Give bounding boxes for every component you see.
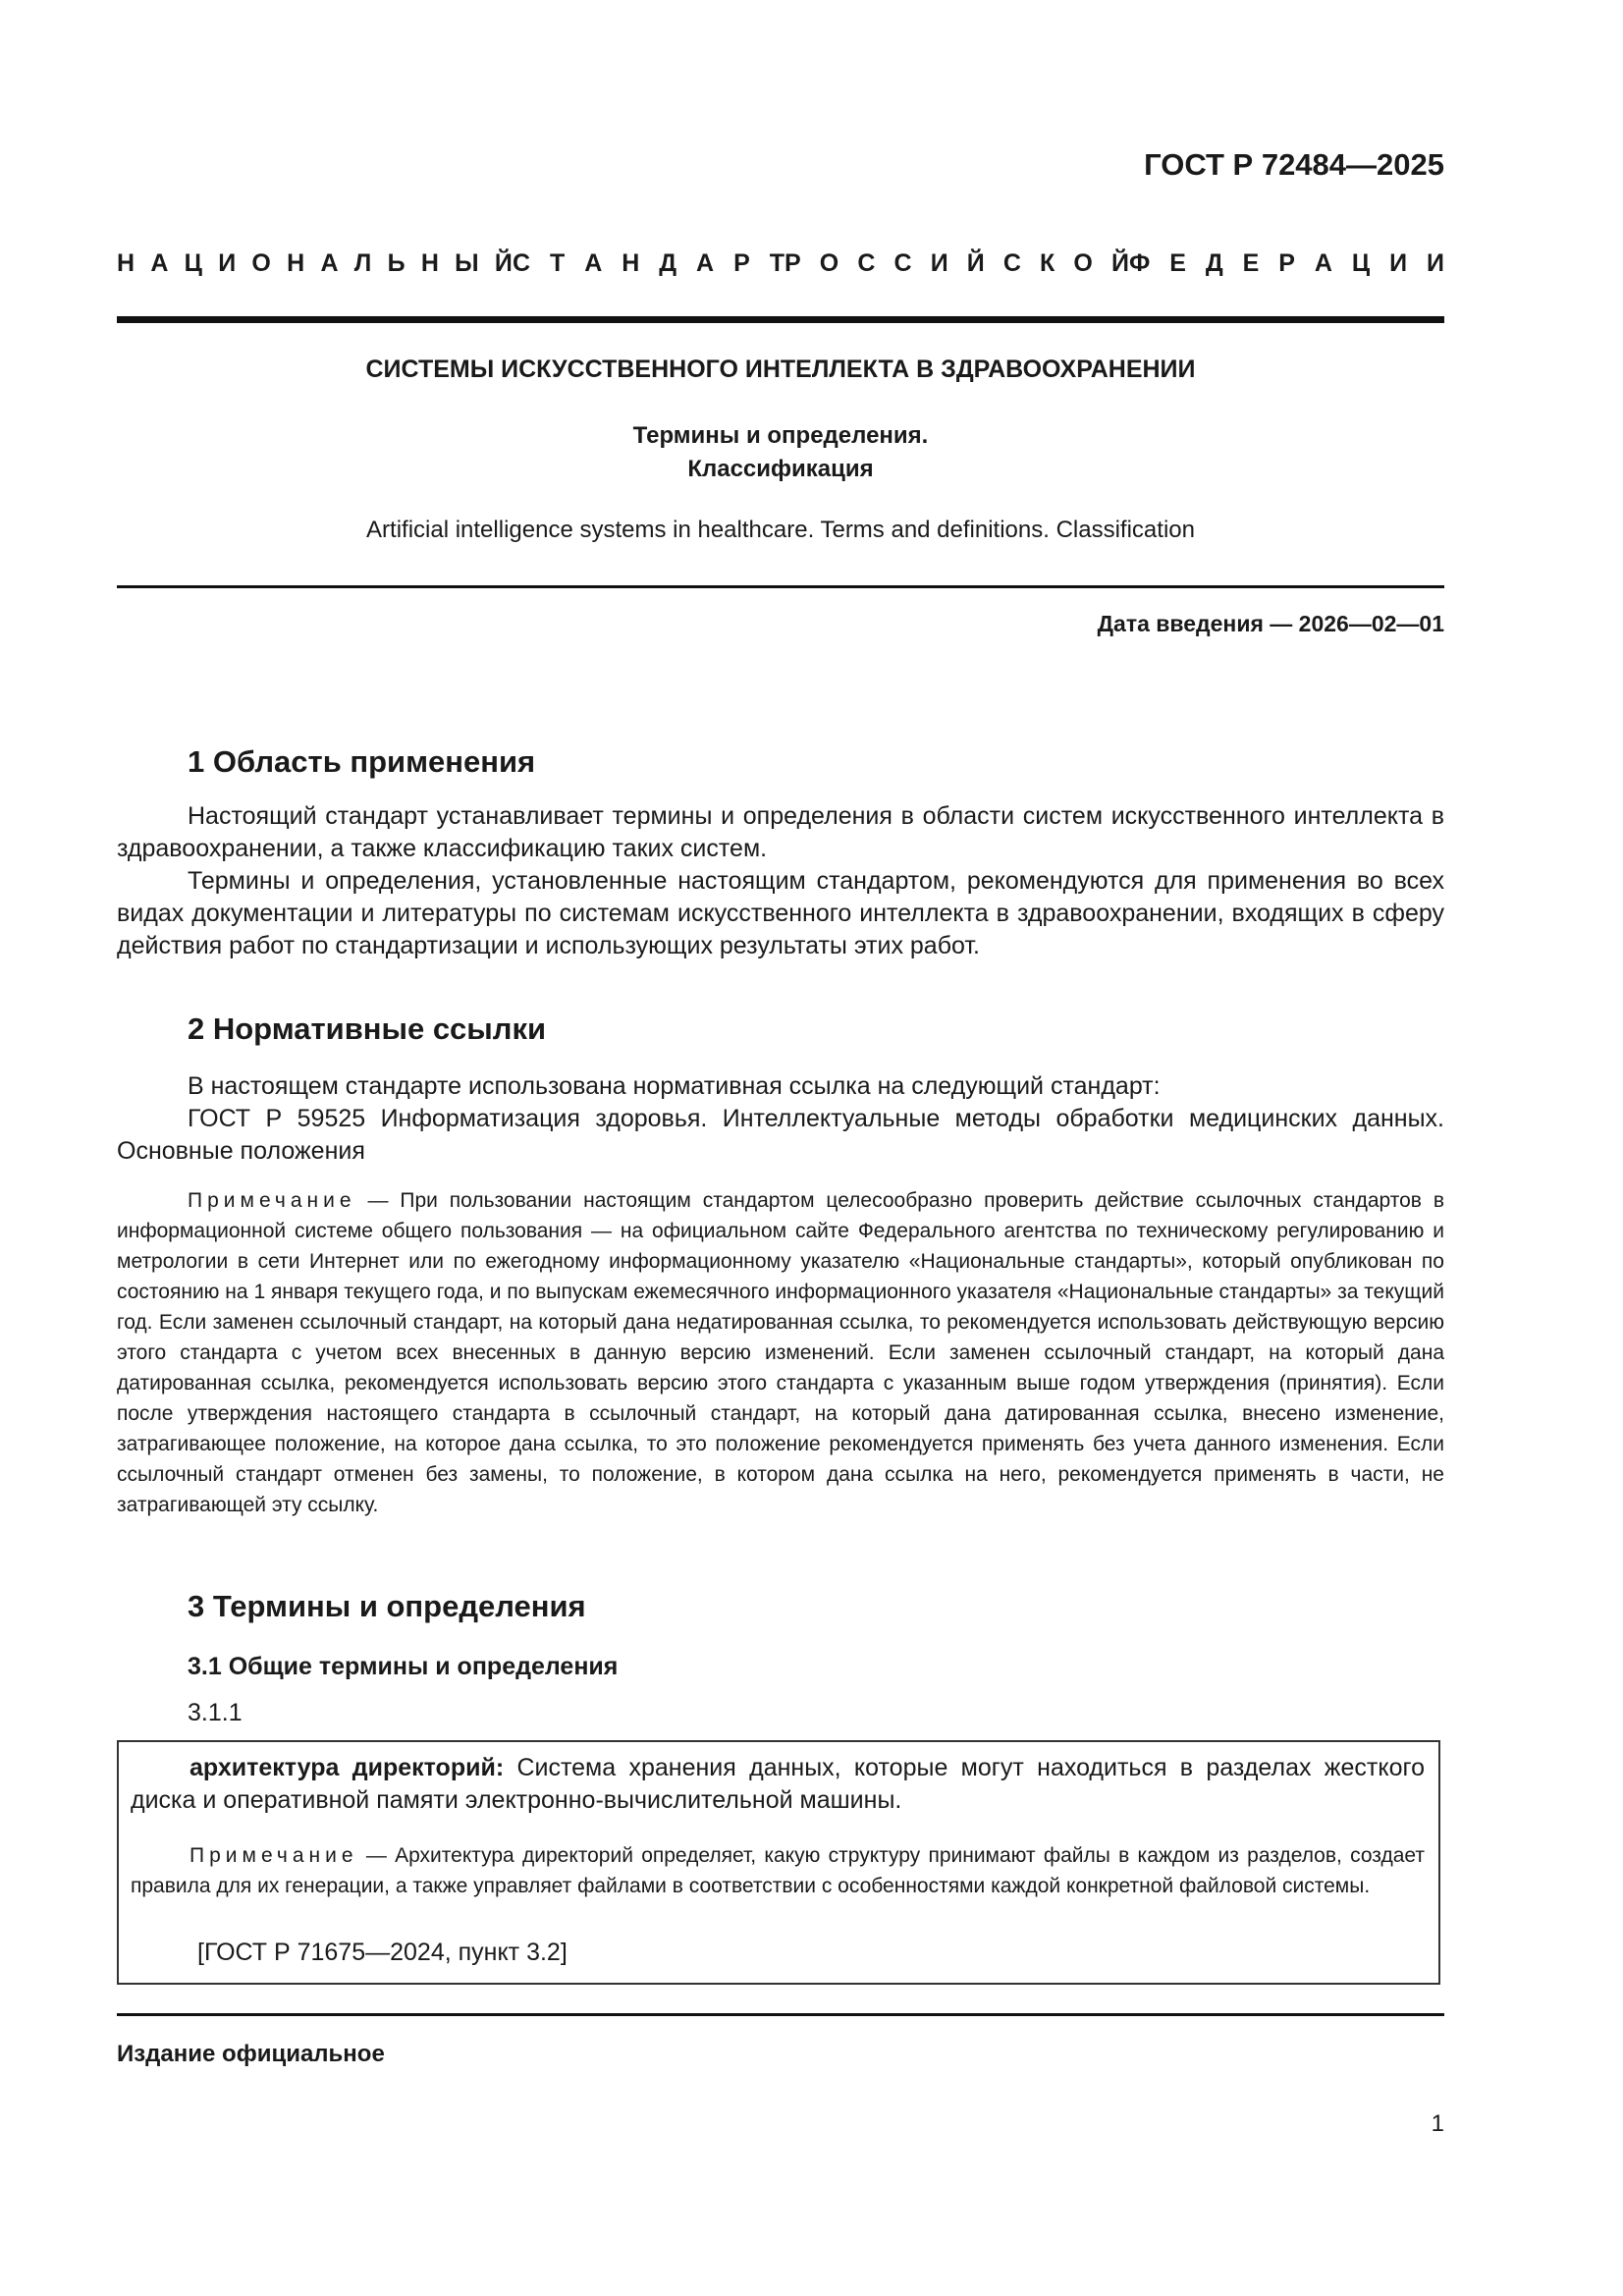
term-source: [ГОСТ Р 71675—2024, пункт 3.2]: [197, 1939, 568, 1966]
section-2-body: [117, 1070, 1444, 1168]
document-page: [117, 0, 1444, 2296]
standard-title: СИСТЕМЫ ИСКУССТВЕННОГО ИНТЕЛЛЕКТА В ЗДРАВООХРАНЕНИИ: [365, 355, 1196, 383]
section-1-body: [117, 800, 1444, 962]
footer-rule: [117, 2013, 1444, 2016]
national-standard-banner: [117, 249, 1444, 278]
section-3-heading: 3 Термины и определения: [188, 1589, 586, 1623]
official-edition-label: Издание официальное: [117, 2041, 385, 2067]
term-definition: [131, 1752, 1425, 1817]
section-1-paragraph-1: Настоящий стандарт устанавливает термины и определения в области систем искусственного интеллекта в здравоохранении, а также классификацию таких систем.: [117, 802, 1444, 862]
banner-word-2: С Т А Н Д А Р Т: [513, 249, 784, 277]
term-note-label: Примечание: [189, 1844, 358, 1867]
section-1-heading: 1 Область применения: [188, 744, 536, 779]
section-2-paragraph-1: В настоящем стандарте использована нормативная ссылка на следующий стандарт:: [188, 1072, 1161, 1100]
term-number: 3.1.1: [188, 1699, 243, 1726]
standard-subtitle-line2: Классификация: [687, 456, 874, 482]
note-label: Примечание: [188, 1189, 356, 1212]
term-entry-box: [117, 1740, 1440, 1985]
banner-word-3: Р О С С И Й С К О Й: [784, 249, 1129, 277]
banner-word-4: Ф Е Д Е Р А Ц И И: [1129, 249, 1444, 277]
section-2-heading: 2 Нормативные ссылки: [188, 1011, 547, 1046]
term-name: архитектура директорий:: [189, 1754, 505, 1781]
introduction-date: Дата введения — 2026—02—01: [1097, 611, 1444, 636]
banner-word-1: Н А Ц И О Н А Л Ь Н Ы Й: [117, 249, 513, 277]
term-note: [131, 1840, 1425, 1901]
normative-reference: ГОСТ Р 59525 Информатизация здоровья. Интеллектуальные методы обработки медицинских данных. Основные положения: [117, 1105, 1444, 1165]
page-number: 1: [1431, 2110, 1444, 2137]
section-2-note: [117, 1185, 1444, 1520]
section-1-paragraph-2: Термины и определения, установленные настоящим стандартом, рекомендуются для применения во всех видах документации и литературы по системам искусственного интеллекта в здравоохранении, входящих в сферу действия работ по стандартизации и использующих результаты этих работ.: [117, 867, 1444, 959]
english-title: Artificial intelligence systems in healthcare. Terms and definitions. Classification: [366, 517, 1195, 543]
term-note-text: — Архитектура директорий определяет, какую структуру принимают файлы в каждом из разделов, создает правила для их генерации, а также управляет файлами в соответствии с особенностями каждой конкретной файловой системы.: [131, 1844, 1425, 1897]
term-definition-text: Система хранения данных, которые могут находиться в разделах жесткого диска и оперативной памяти электронно-вычислительной машины.: [131, 1754, 1425, 1814]
note-text: — При пользовании настоящим стандартом целесообразно проверить действие ссылочных стандартов в информационной системе общего пользования — на официальном сайте Федерального агентства по техническому регулированию и метрологии в сети Интернет или по ежегодному информационному указателю «Национальные стандарты», который опубликован по состоянию на 1 января текущего года, и по выпускам ежемесячного информационного указателя «Национальные стандарты» за текущий год. Если заменен ссылочный стандарт, на который дана недатированная ссылка, то рекомендуется использовать действующую версию этого стандарта с учетом всех внесенных в данную версию изменений. Если заменен ссылочный стандарт, на который дана датированная ссылка, рекомендуется использовать версию этого стандарта с указанным выше годом утверждения (принятия). Если после утверждения настоящего стандарта в ссылочный стандарт, на который дана датированная ссылка, внесено изменение, затрагивающее положение, на которое дана ссылка, то это положение рекомендуется применять без учета данного изменения. Если ссылочный стандарт отменен без замены, то положение, в котором дана ссылка на него, рекомендуется применять в части, не затрагивающей эту ссылку.: [117, 1189, 1444, 1516]
standard-subtitle-line1: Термины и определения.: [632, 422, 929, 449]
header-rule: [117, 316, 1444, 323]
title-rule: [117, 585, 1444, 588]
document-number: ГОСТ Р 72484—2025: [1144, 147, 1444, 182]
section-3-1-heading: 3.1 Общие термины и определения: [188, 1653, 619, 1680]
